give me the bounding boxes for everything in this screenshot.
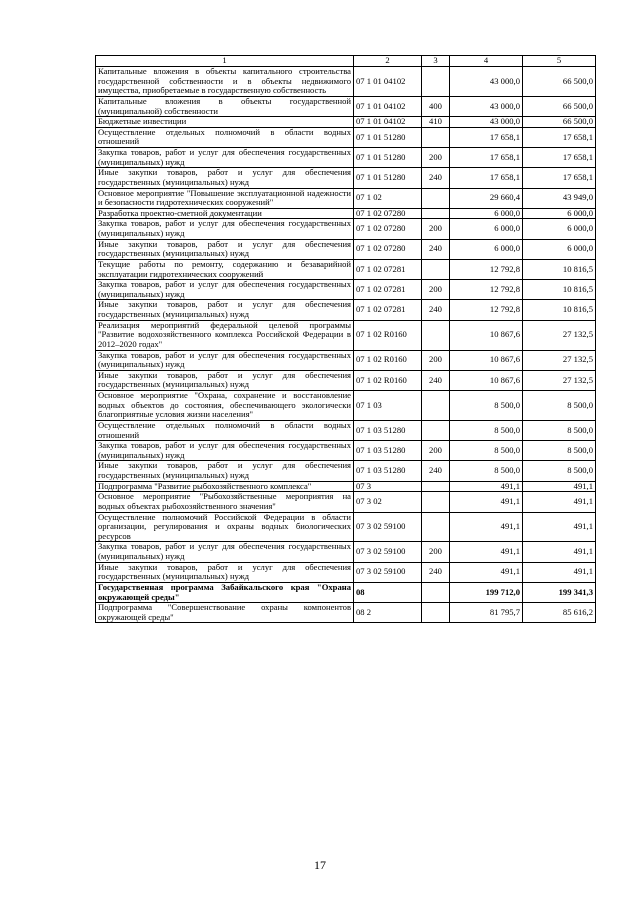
row-name-cell: Основное мероприятие "Рыбохозяйственные мероприятия на водных объектах рыбохозяйственного значения" [96, 492, 354, 512]
row-value-2020-cell: 8 500,0 [523, 420, 596, 440]
row-expense-type-cell: 240 [422, 562, 450, 582]
row-value-2019-cell: 10 867,6 [450, 320, 523, 350]
table-body [96, 56, 596, 623]
row-value-2020-cell: 27 132,5 [523, 320, 596, 350]
table-header-row [96, 56, 596, 67]
row-expense-type-cell [422, 67, 450, 97]
row-value-2019-cell: 199 712,0 [450, 582, 523, 602]
row-expense-type-cell: 200 [422, 441, 450, 461]
row-value-2020-cell: 85 616,2 [523, 603, 596, 623]
row-name-cell: Капитальные вложения в объекты государственной (муниципальной) собственности [96, 96, 354, 116]
row-expense-type-cell: 200 [422, 219, 450, 239]
row-expense-type-cell: 200 [422, 148, 450, 168]
row-expense-type-cell [422, 188, 450, 208]
row-value-2019-cell: 491,1 [450, 512, 523, 542]
table-row [96, 492, 596, 512]
row-name-cell: Текущие работы по ремонту, содержанию и безаварийной эксплуатации гидротехнических сооружений [96, 259, 354, 279]
table-row [96, 582, 596, 602]
row-code-cell: 07 1 01 51280 [354, 127, 422, 147]
row-value-2019-cell: 12 792,8 [450, 300, 523, 320]
row-expense-type-cell [422, 127, 450, 147]
row-name-cell: Подпрограмма "Развитие рыбохозяйственного комплекса" [96, 481, 354, 492]
row-value-2019-cell: 17 658,1 [450, 127, 523, 147]
column-header-5: 5 [523, 56, 596, 67]
row-code-cell: 07 1 02 [354, 188, 422, 208]
row-expense-type-cell: 240 [422, 239, 450, 259]
row-value-2020-cell: 491,1 [523, 542, 596, 562]
row-value-2020-cell: 6 000,0 [523, 208, 596, 219]
row-value-2019-cell: 491,1 [450, 481, 523, 492]
table-row [96, 350, 596, 370]
row-value-2019-cell: 8 500,0 [450, 461, 523, 481]
row-name-cell: Закупка товаров, работ и услуг для обеспечения государственных (муниципальных) нужд [96, 542, 354, 562]
row-code-cell: 07 1 02 R0160 [354, 320, 422, 350]
row-value-2019-cell: 10 867,6 [450, 350, 523, 370]
row-code-cell: 07 1 01 51280 [354, 168, 422, 188]
row-value-2020-cell: 8 500,0 [523, 391, 596, 421]
row-code-cell: 07 3 02 [354, 492, 422, 512]
row-code-cell: 07 1 01 04102 [354, 96, 422, 116]
row-value-2019-cell: 6 000,0 [450, 219, 523, 239]
row-value-2019-cell: 81 795,7 [450, 603, 523, 623]
table-row [96, 512, 596, 542]
row-code-cell: 07 3 [354, 481, 422, 492]
row-code-cell: 07 1 02 07281 [354, 259, 422, 279]
row-expense-type-cell [422, 603, 450, 623]
table-row [96, 562, 596, 582]
row-expense-type-cell [422, 320, 450, 350]
row-expense-type-cell: 240 [422, 300, 450, 320]
row-value-2019-cell: 6 000,0 [450, 239, 523, 259]
row-value-2019-cell: 17 658,1 [450, 168, 523, 188]
row-code-cell: 07 3 02 59100 [354, 512, 422, 542]
table-row [96, 320, 596, 350]
row-name-cell: Разработка проектно-сметной документации [96, 208, 354, 219]
row-name-cell: Иные закупки товаров, работ и услуг для обеспечения государственных (муниципальных) нужд [96, 562, 354, 582]
row-expense-type-cell [422, 259, 450, 279]
row-value-2020-cell: 27 132,5 [523, 370, 596, 390]
row-name-cell: Государственная программа Забайкальского края "Охрана окружающей среды" [96, 582, 354, 602]
row-expense-type-cell: 200 [422, 350, 450, 370]
row-value-2020-cell: 10 816,5 [523, 259, 596, 279]
table-row [96, 441, 596, 461]
row-expense-type-cell [422, 512, 450, 542]
row-name-cell: Закупка товаров, работ и услуг для обеспечения государственных (муниципальных) нужд [96, 219, 354, 239]
table-row [96, 603, 596, 623]
row-name-cell: Реализация мероприятий федеральной целевой программы "Развитие водохозяйственного комплекса Российской Федерации в 2012–2020 годах" [96, 320, 354, 350]
table-row [96, 219, 596, 239]
row-value-2019-cell: 8 500,0 [450, 391, 523, 421]
table-row [96, 96, 596, 116]
table-row [96, 300, 596, 320]
row-code-cell: 07 3 02 59100 [354, 562, 422, 582]
row-value-2019-cell: 43 000,0 [450, 117, 523, 128]
table-row [96, 259, 596, 279]
row-value-2020-cell: 66 500,0 [523, 67, 596, 97]
row-value-2020-cell: 66 500,0 [523, 96, 596, 116]
row-code-cell: 07 1 03 51280 [354, 420, 422, 440]
row-code-cell: 08 2 [354, 603, 422, 623]
row-name-cell: Иные закупки товаров, работ и услуг для обеспечения государственных (муниципальных) нужд [96, 300, 354, 320]
row-code-cell: 07 1 01 04102 [354, 117, 422, 128]
row-value-2020-cell: 17 658,1 [523, 168, 596, 188]
row-value-2020-cell: 8 500,0 [523, 461, 596, 481]
row-value-2019-cell: 43 000,0 [450, 67, 523, 97]
row-expense-type-cell: 200 [422, 542, 450, 562]
column-header-4: 4 [450, 56, 523, 67]
row-code-cell: 07 1 03 [354, 391, 422, 421]
row-value-2019-cell: 12 792,8 [450, 259, 523, 279]
table-row [96, 239, 596, 259]
row-name-cell: Закупка товаров, работ и услуг для обеспечения государственных (муниципальных) нужд [96, 148, 354, 168]
table-row [96, 481, 596, 492]
table-row [96, 117, 596, 128]
row-code-cell: 07 1 02 R0160 [354, 370, 422, 390]
table-row [96, 280, 596, 300]
row-name-cell: Осуществление отдельных полномочий в области водных отношений [96, 127, 354, 147]
row-code-cell: 07 1 02 07281 [354, 280, 422, 300]
row-name-cell: Капитальные вложения в объекты капитального строительства государственной собственности и в объекты недвижимого имущества, приобретаемые в государственную собственность [96, 67, 354, 97]
table-row [96, 168, 596, 188]
row-value-2019-cell: 12 792,8 [450, 280, 523, 300]
table-row [96, 208, 596, 219]
row-expense-type-cell [422, 391, 450, 421]
table-row [96, 67, 596, 97]
table-row [96, 127, 596, 147]
row-name-cell: Иные закупки товаров, работ и услуг для обеспечения государственных (муниципальных) нужд [96, 370, 354, 390]
row-code-cell: 07 3 02 59100 [354, 542, 422, 562]
row-value-2020-cell: 491,1 [523, 481, 596, 492]
row-value-2020-cell: 10 816,5 [523, 280, 596, 300]
row-value-2020-cell: 66 500,0 [523, 117, 596, 128]
row-value-2019-cell: 43 000,0 [450, 96, 523, 116]
row-code-cell: 07 1 01 04102 [354, 67, 422, 97]
row-name-cell: Иные закупки товаров, работ и услуг для обеспечения государственных (муниципальных) нужд [96, 239, 354, 259]
row-expense-type-cell: 240 [422, 461, 450, 481]
row-value-2020-cell: 43 949,0 [523, 188, 596, 208]
row-name-cell: Иные закупки товаров, работ и услуг для обеспечения государственных (муниципальных) нужд [96, 168, 354, 188]
row-code-cell: 07 1 02 R0160 [354, 350, 422, 370]
row-expense-type-cell [422, 582, 450, 602]
row-value-2020-cell: 17 658,1 [523, 127, 596, 147]
row-value-2020-cell: 6 000,0 [523, 219, 596, 239]
row-expense-type-cell: 200 [422, 280, 450, 300]
column-header-2: 2 [354, 56, 422, 67]
row-code-cell: 08 [354, 582, 422, 602]
row-expense-type-cell: 240 [422, 370, 450, 390]
column-header-3: 3 [422, 56, 450, 67]
row-value-2020-cell: 8 500,0 [523, 441, 596, 461]
row-code-cell: 07 1 02 07280 [354, 219, 422, 239]
row-name-cell: Закупка товаров, работ и услуг для обеспечения государственных (муниципальных) нужд [96, 441, 354, 461]
row-expense-type-cell [422, 481, 450, 492]
row-expense-type-cell [422, 420, 450, 440]
table-row [96, 420, 596, 440]
row-name-cell: Основное мероприятие "Охрана, сохранение и восстановление водных объектов до состояния, обеспечивающего экологически благоприятные условия жизни населения" [96, 391, 354, 421]
row-expense-type-cell: 400 [422, 96, 450, 116]
budget-table [95, 55, 596, 623]
row-value-2020-cell: 27 132,5 [523, 350, 596, 370]
row-name-cell: Закупка товаров, работ и услуг для обеспечения государственных (муниципальных) нужд [96, 280, 354, 300]
row-value-2020-cell: 17 658,1 [523, 148, 596, 168]
row-value-2019-cell: 491,1 [450, 562, 523, 582]
row-value-2020-cell: 199 341,3 [523, 582, 596, 602]
row-name-cell: Осуществление полномочий Российской Федерации в области организации, регулирования и охраны водных биологических ресурсов [96, 512, 354, 542]
column-header-1: 1 [96, 56, 354, 67]
row-code-cell: 07 1 03 51280 [354, 441, 422, 461]
row-value-2019-cell: 17 658,1 [450, 148, 523, 168]
row-value-2019-cell: 8 500,0 [450, 441, 523, 461]
row-value-2019-cell: 8 500,0 [450, 420, 523, 440]
row-code-cell: 07 1 02 07280 [354, 208, 422, 219]
row-code-cell: 07 1 02 07280 [354, 239, 422, 259]
row-value-2020-cell: 6 000,0 [523, 239, 596, 259]
row-value-2019-cell: 29 660,4 [450, 188, 523, 208]
row-expense-type-cell [422, 492, 450, 512]
table-row [96, 188, 596, 208]
row-name-cell: Основное мероприятие "Повышение эксплуатационной надежности и безопасности гидротехнических сооружений" [96, 188, 354, 208]
row-expense-type-cell [422, 208, 450, 219]
row-name-cell: Закупка товаров, работ и услуг для обеспечения государственных (муниципальных) нужд [96, 350, 354, 370]
table-row [96, 370, 596, 390]
table-row [96, 391, 596, 421]
row-value-2020-cell: 491,1 [523, 512, 596, 542]
row-value-2019-cell: 491,1 [450, 492, 523, 512]
row-value-2020-cell: 491,1 [523, 492, 596, 512]
row-value-2019-cell: 10 867,6 [450, 370, 523, 390]
table-row [96, 542, 596, 562]
row-code-cell: 07 1 01 51280 [354, 148, 422, 168]
row-expense-type-cell: 410 [422, 117, 450, 128]
row-name-cell: Иные закупки товаров, работ и услуг для обеспечения государственных (муниципальных) нужд [96, 461, 354, 481]
page-number: 17 [314, 858, 326, 872]
table-row [96, 148, 596, 168]
row-code-cell: 07 1 03 51280 [354, 461, 422, 481]
row-expense-type-cell: 240 [422, 168, 450, 188]
row-name-cell: Бюджетные инвестиции [96, 117, 354, 128]
row-value-2020-cell: 491,1 [523, 562, 596, 582]
row-name-cell: Подпрограмма "Совершенствование охраны компонентов окружающей среды" [96, 603, 354, 623]
row-value-2020-cell: 10 816,5 [523, 300, 596, 320]
row-value-2019-cell: 6 000,0 [450, 208, 523, 219]
row-name-cell: Осуществление отдельных полномочий в области водных отношений [96, 420, 354, 440]
row-value-2019-cell: 491,1 [450, 542, 523, 562]
table-row [96, 461, 596, 481]
row-code-cell: 07 1 02 07281 [354, 300, 422, 320]
